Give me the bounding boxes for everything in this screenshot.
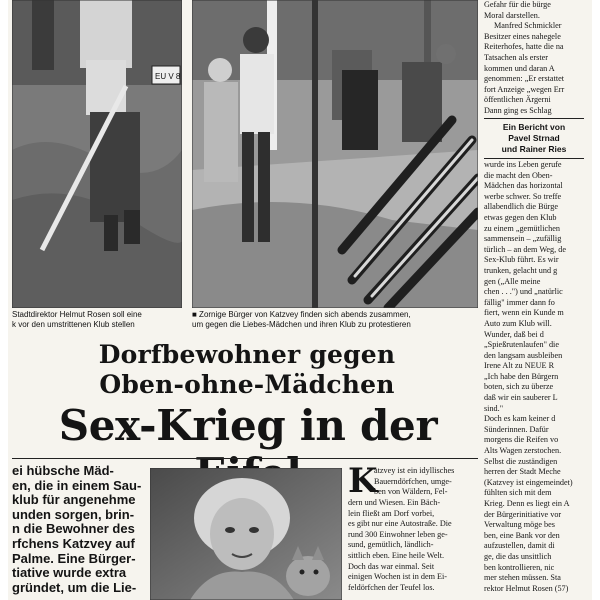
text-line: „Ich habe den Bürgern <box>484 371 559 381</box>
text-line: daß wir ein sauberer L <box>484 393 558 403</box>
text-line: ben von Wäldern, Fel- <box>374 487 448 497</box>
text-line: Manfred Schmickler <box>494 21 562 31</box>
license-plate-text: EU V 8 <box>155 72 181 81</box>
text-line: Wunder, daß bei d <box>484 329 544 339</box>
byline-author: und Rainer Ries <box>501 144 567 154</box>
text-line: fiert, wenn ein Kunde m <box>484 308 564 318</box>
text-line: fällig" immer dann fo <box>484 297 555 307</box>
text-line: sittlich eben. Eine heile Welt. <box>348 550 445 560</box>
caption-line: Stadtdirektor Helmut Rosen soll eine <box>12 310 142 319</box>
text-line: rektor Helmut Rosen (57) <box>484 583 569 593</box>
text-line: en, die in einem Sau- <box>12 477 142 493</box>
text-line: Sex-Klub führt. Es wir <box>484 255 559 265</box>
text-line: Doch es kam keiner d <box>484 414 556 424</box>
text-line: Irene Alt zu NEUE R <box>484 361 555 371</box>
text-line: tiative wurde extra <box>12 565 127 581</box>
article-column-right-top <box>484 0 586 116</box>
text-line: rfchens Katzvey auf <box>12 535 135 551</box>
drop-cap: K <box>348 461 378 501</box>
text-line: boten, sich zu überze <box>484 382 554 392</box>
text-line: n die Bewohner des <box>12 521 135 537</box>
text-line: den langsam ausbleiben <box>484 350 563 360</box>
text-line: Doch das war einmal. Seit <box>348 561 435 571</box>
kicker-headline <box>24 340 470 400</box>
text-line: feldörfchen der Teufel los. <box>348 582 435 592</box>
text-line: (Katzvey ist eingemeindet) <box>484 477 573 487</box>
text-line: es gibt nur eine Autostraße. Die <box>348 519 452 529</box>
text-line: fort Anzeige „wegen Err <box>484 84 565 94</box>
text-line: werbe schwer. So treffe <box>484 191 562 201</box>
text-line: Tatsachen als erster <box>484 52 548 62</box>
text-line: Besitzer eines nahegele <box>484 31 561 41</box>
byline-intro: Ein Bericht von <box>502 122 566 132</box>
text-line: Krieg. Denn es liegt ein A <box>484 499 570 508</box>
text-line: ei hübsche Mäd- <box>12 464 114 478</box>
text-line: herren der Stadt Meche <box>484 467 561 477</box>
text-line: Moral darstellen. <box>484 10 540 20</box>
text-line: ge, die das unsittlich <box>484 551 552 561</box>
article-column-right <box>484 160 586 600</box>
text-line: sind." <box>484 403 504 413</box>
text-line: allabendlich die Bürge <box>484 202 558 212</box>
photo-caption-middle <box>192 310 478 330</box>
text-line: wurde ins Leben gerufe <box>484 160 562 169</box>
text-line: Gefahr für die bürge <box>484 0 551 9</box>
text-line: ben, eine Bank vor den <box>484 530 560 540</box>
text-line: lein fließt am Dorf vorbei, <box>348 508 435 518</box>
text-line: unden sorgen, brin- <box>12 506 135 522</box>
byline-author: Pavel Strnad <box>508 133 560 143</box>
main-headline: Sex-Krieg in der <box>58 401 438 450</box>
text-line: ben kontrollieren, nic <box>484 562 555 572</box>
photo-caption-left <box>12 310 184 330</box>
text-line: Verwaltung möge bes <box>484 520 555 530</box>
article-body-continued <box>348 498 480 600</box>
text-line: atzvey ist ein idyllisches <box>374 466 455 475</box>
text-line: einigen Wochen ist in dem Ei- <box>348 572 448 582</box>
text-line: klub für angenehme <box>12 492 136 508</box>
text-line: Mädchen das horizontal <box>484 181 563 191</box>
text-line: zu einem „gemütlichen <box>484 223 560 233</box>
text-line: Reiterhofes, hatte die na <box>484 42 564 52</box>
text-line: der Bürgerinitiative vor <box>484 509 562 519</box>
article-intro <box>12 464 142 595</box>
caption-line: um gegen die Liebes-Mädchen und ihren Klub zu protestieren <box>192 320 411 329</box>
text-line: Selbst die zuständigen <box>484 456 558 466</box>
text-line: gründet, um die Lie- <box>12 579 137 595</box>
text-line: sammensein – „zufällig <box>484 234 562 244</box>
text-line: Dann ging es Schlag <box>484 105 552 115</box>
text-line: Bauerndörfchen, umge- <box>374 476 452 486</box>
kicker-line: Dorfbewohner gegen <box>98 340 396 369</box>
text-line: Auto zum Klub will. <box>484 318 552 328</box>
text-line: kommen und daran A <box>484 63 555 73</box>
text-line: die macht den Oben- <box>484 170 553 180</box>
text-line: chen . . .") und „natürlic <box>484 287 563 297</box>
text-line: genommen: „Er erstattet <box>484 74 565 84</box>
photo-woman-with-cat <box>150 468 342 600</box>
text-line: etwas gegen den Klub <box>484 212 557 222</box>
byline <box>484 118 584 159</box>
text-line: Sünderinnen. Dafür <box>484 424 549 434</box>
photo-city-director <box>12 0 182 308</box>
kicker-line: Oben-ohne-Mädchen <box>99 370 395 399</box>
text-line: gen („Alle meine <box>484 276 541 286</box>
text-line: rund 300 Einwohner leben ge- <box>348 529 448 539</box>
text-line: öffentlichen Ärgerni <box>484 95 551 105</box>
text-line: sund, gemütlich, ländlich- <box>348 540 434 550</box>
caption-line: ■ Zornige Bürger von Katzvey finden sich abends zusammen, <box>192 310 411 319</box>
text-line: „Spießrutenlaufen" die <box>484 340 559 350</box>
divider <box>12 458 478 459</box>
text-line: Alts Wagen zerstochen. <box>484 446 562 456</box>
text-line: türlich – an dem Weg, de <box>484 244 566 254</box>
text-line: trunken, gelacht und g <box>484 265 558 275</box>
text-line: fühlten sich mit dem <box>484 488 552 498</box>
text-line: dern und Wiesen. Ein Bäch- <box>348 498 441 507</box>
photo-protesting-citizens <box>192 0 478 308</box>
text-line: Palme. Eine Bürger- <box>12 550 136 566</box>
text-line: mer stehen müssen. Sta <box>484 573 561 583</box>
caption-line: k vor den umstrittenen Klub stellen <box>12 320 135 329</box>
text-line: morgens die Reifen vo <box>484 435 559 445</box>
text-line: aufzustellen, damit di <box>484 541 555 551</box>
